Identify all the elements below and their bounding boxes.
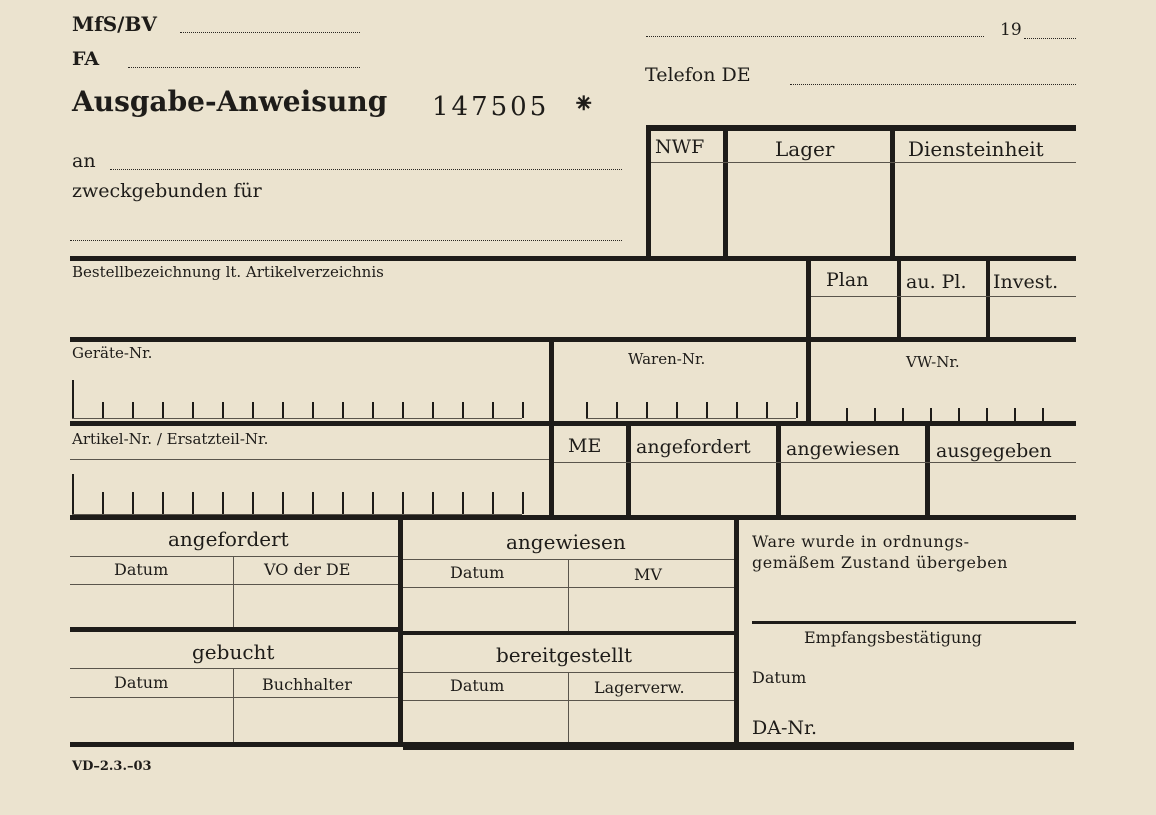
digit-tick (522, 402, 524, 418)
digit-tick (192, 492, 194, 514)
lager-label: Lager (775, 137, 835, 161)
digit-tick (342, 402, 344, 418)
gebucht-datum-label: Datum (114, 673, 169, 692)
buchhalter-label: Buchhalter (262, 675, 352, 694)
angewiesen-heading: angewiesen (506, 530, 626, 554)
digit-tick (72, 380, 74, 418)
articles-divider-3 (776, 426, 781, 520)
articles-header-line (554, 462, 1076, 463)
digit-tick (312, 402, 314, 418)
year-prefix: 19 (1000, 20, 1022, 40)
order-divider-2 (897, 261, 901, 341)
digit-tick (462, 492, 464, 514)
digit-baseline (586, 418, 796, 419)
asterisk-mark: ⁕ (572, 87, 596, 120)
digit-tick (282, 492, 284, 514)
digit-tick (72, 474, 74, 514)
digit-tick (766, 402, 768, 418)
digit-tick (462, 402, 464, 418)
digit-tick (222, 492, 224, 514)
bottom-rule-top (70, 515, 1076, 520)
me-label: ME (568, 435, 602, 457)
mfs-bv-label: MfS/BV (72, 12, 157, 36)
numbers-divider-2 (806, 342, 811, 424)
gebucht-line-2 (70, 697, 398, 698)
empfang-label: Empfangsbestätigung (804, 628, 982, 647)
top-box-left (646, 125, 651, 257)
fa-field[interactable] (128, 67, 360, 68)
angefordert-datum-label: Datum (114, 560, 169, 579)
digit-tick (162, 402, 164, 418)
au-pl-label: au. Pl. (906, 271, 967, 293)
angefordert-line-2 (70, 584, 398, 585)
angefordert-heading: angefordert (168, 527, 289, 551)
articles-divider-2 (626, 426, 631, 520)
digit-tick (222, 402, 224, 418)
digit-tick (646, 402, 648, 418)
order-divider-1 (806, 261, 811, 341)
digit-tick (616, 402, 618, 418)
numbers-divider-1 (549, 342, 554, 424)
digit-tick (736, 402, 738, 418)
digit-tick (402, 402, 404, 418)
digit-tick (132, 402, 134, 418)
vo-de-label: VO der DE (264, 560, 351, 579)
bereitgestellt-heading: bereitgestellt (496, 643, 633, 667)
zweck-field[interactable] (70, 240, 622, 241)
bestell-label: Bestellbezeichnung lt. Artikelverzeichnis (72, 263, 384, 281)
mfs-bv-field[interactable] (180, 32, 360, 33)
angewiesen-split (568, 559, 569, 631)
bereitgestellt-split (568, 672, 569, 743)
bottom-divider-2 (734, 520, 739, 746)
digit-tick (796, 402, 798, 418)
ausgegeben-qty-label: ausgegeben (936, 440, 1052, 462)
angefordert-line-1 (70, 556, 398, 557)
form-title: Ausgabe-Anweisung (72, 85, 388, 118)
digit-tick (676, 402, 678, 418)
nwf-label: NWF (655, 136, 705, 158)
gebucht-split (233, 668, 234, 743)
digit-tick (522, 492, 524, 514)
year-field[interactable] (1024, 38, 1076, 39)
geraete-label: Geräte-Nr. (72, 344, 153, 362)
digit-tick (132, 492, 134, 514)
angefordert-qty-label: angefordert (636, 436, 751, 458)
articles-divider-4 (925, 426, 930, 520)
bottom-rule-end-2 (403, 747, 1074, 750)
plan-label: Plan (826, 269, 869, 291)
order-divider-3 (986, 261, 990, 341)
mv-label: MV (634, 565, 662, 584)
an-label: an (72, 150, 96, 172)
top-box-rule (646, 125, 1076, 131)
digit-tick (102, 492, 104, 514)
digit-tick (282, 402, 284, 418)
vw-label: VW-Nr. (906, 353, 960, 371)
bottom-mid-rule-left (70, 627, 398, 632)
top-box-divider-2 (890, 131, 895, 257)
gebucht-heading: gebucht (192, 640, 275, 664)
fa-label: FA (72, 48, 100, 70)
numbers-rule-top (70, 337, 1076, 342)
an-field[interactable] (110, 169, 622, 170)
order-header-line (811, 296, 1076, 297)
top-box-divider-1 (723, 131, 728, 257)
gebucht-line-1 (70, 668, 398, 669)
bottom-mid-rule-center (403, 631, 734, 635)
zweck-label: zweckgebunden für (72, 180, 262, 202)
da-nr-label: DA-Nr. (752, 717, 818, 739)
artikel-label: Artikel-Nr. / Ersatzteil-Nr. (72, 430, 269, 448)
artikel-header-line (70, 459, 550, 460)
top-box-header-line (651, 162, 1076, 163)
digit-tick (492, 492, 494, 514)
digit-tick (252, 402, 254, 418)
telefon-label: Telefon DE (645, 64, 751, 86)
digit-tick (372, 402, 374, 418)
place-date-field[interactable] (646, 36, 984, 37)
telefon-field[interactable] (790, 84, 1076, 85)
digit-tick (432, 492, 434, 514)
ware-text-2: gemäßem Zustand übergeben (752, 553, 1008, 572)
form-number: 147505 (432, 92, 550, 122)
digit-baseline (72, 418, 522, 419)
digit-tick (312, 492, 314, 514)
empfang-datum-label: Datum (752, 668, 807, 687)
digit-tick (372, 492, 374, 514)
ware-text-1: Ware wurde in ordnungs- (752, 532, 970, 551)
invest-label: Invest. (993, 271, 1059, 293)
digit-tick (162, 492, 164, 514)
digit-tick (102, 402, 104, 418)
angewiesen-datum-label: Datum (450, 563, 505, 582)
digit-tick (402, 492, 404, 514)
order-rule-top (70, 256, 1076, 261)
digit-tick (586, 402, 588, 418)
articles-divider-1 (549, 426, 554, 520)
form-code: VD–2.3.–03 (72, 759, 152, 774)
digit-tick (192, 402, 194, 418)
digit-tick (432, 402, 434, 418)
waren-label: Waren-Nr. (628, 350, 706, 368)
diensteinheit-label: Diensteinheit (908, 137, 1044, 161)
angewiesen-qty-label: angewiesen (786, 438, 900, 460)
bereitgestellt-datum-label: Datum (450, 676, 505, 695)
digit-tick (252, 492, 254, 514)
signature-rule (752, 621, 1076, 624)
digit-tick (492, 402, 494, 418)
digit-tick (342, 492, 344, 514)
lagerverw-label: Lagerverw. (594, 678, 685, 697)
angefordert-split (233, 556, 234, 628)
digit-tick (706, 402, 708, 418)
